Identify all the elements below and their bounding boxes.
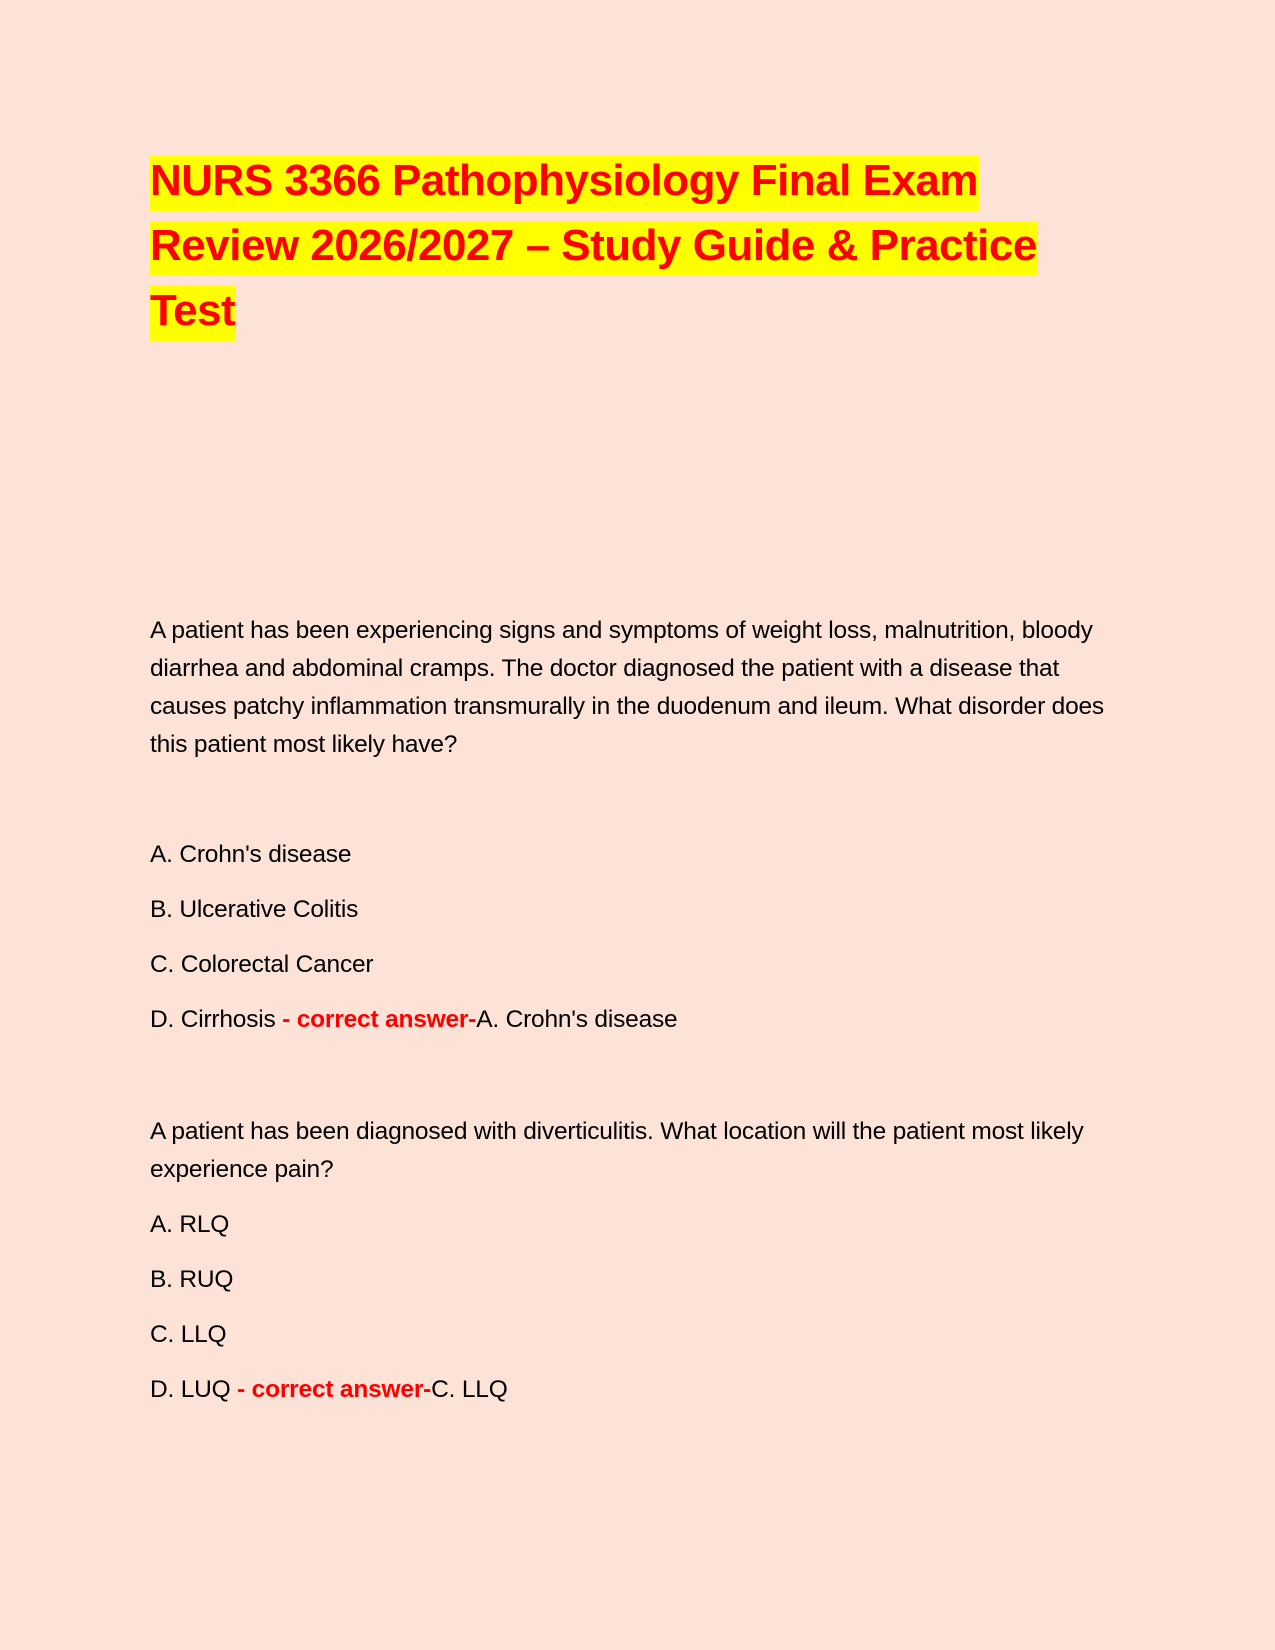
question-2-option-b: B. RUQ (150, 1266, 234, 1293)
question-1-option-d: D. Cirrhosis (150, 1006, 283, 1033)
question-1-option-a: A. Crohn's disease (150, 841, 352, 868)
title-line-3: Test (150, 286, 236, 341)
question-1-text: A patient has been experiencing signs and symptoms of weight loss, malnutrition, bloody diarrhea and abdominal cramps. The doctor diagnosed the patient with a disease that causes patchy inflammation transmurally in the duodenum and ileum. What disorder does this patient most likely have? (150, 617, 1104, 758)
question-1-option-c: C. Colorectal Cancer (150, 951, 374, 978)
question-1-answer: A. Crohn's disease (476, 1006, 678, 1033)
question-2-answer: C. LLQ (431, 1376, 508, 1403)
question-2-option-d: D. LUQ (150, 1376, 238, 1403)
question-2-option-d-answer (150, 1375, 508, 1405)
document-title (150, 148, 1038, 343)
question-2-option-a: A. RLQ (150, 1211, 230, 1238)
question-1-option-d-answer (150, 1005, 677, 1035)
title-line-1: NURS 3366 Pathophysiology Final Exam (150, 156, 979, 211)
question-2-text: A patient has been diagnosed with diverticulitis. What location will the patient most likely experience pain? (150, 1118, 1084, 1183)
correct-answer-marker: - correct answer- (282, 1006, 477, 1033)
correct-answer-marker: - correct answer- (237, 1376, 432, 1403)
question-2-option-c: C. LLQ (150, 1321, 227, 1348)
title-line-2: Review 2026/2027 – Study Guide & Practice (150, 221, 1038, 276)
question-1-option-b: B. Ulcerative Colitis (150, 896, 359, 923)
